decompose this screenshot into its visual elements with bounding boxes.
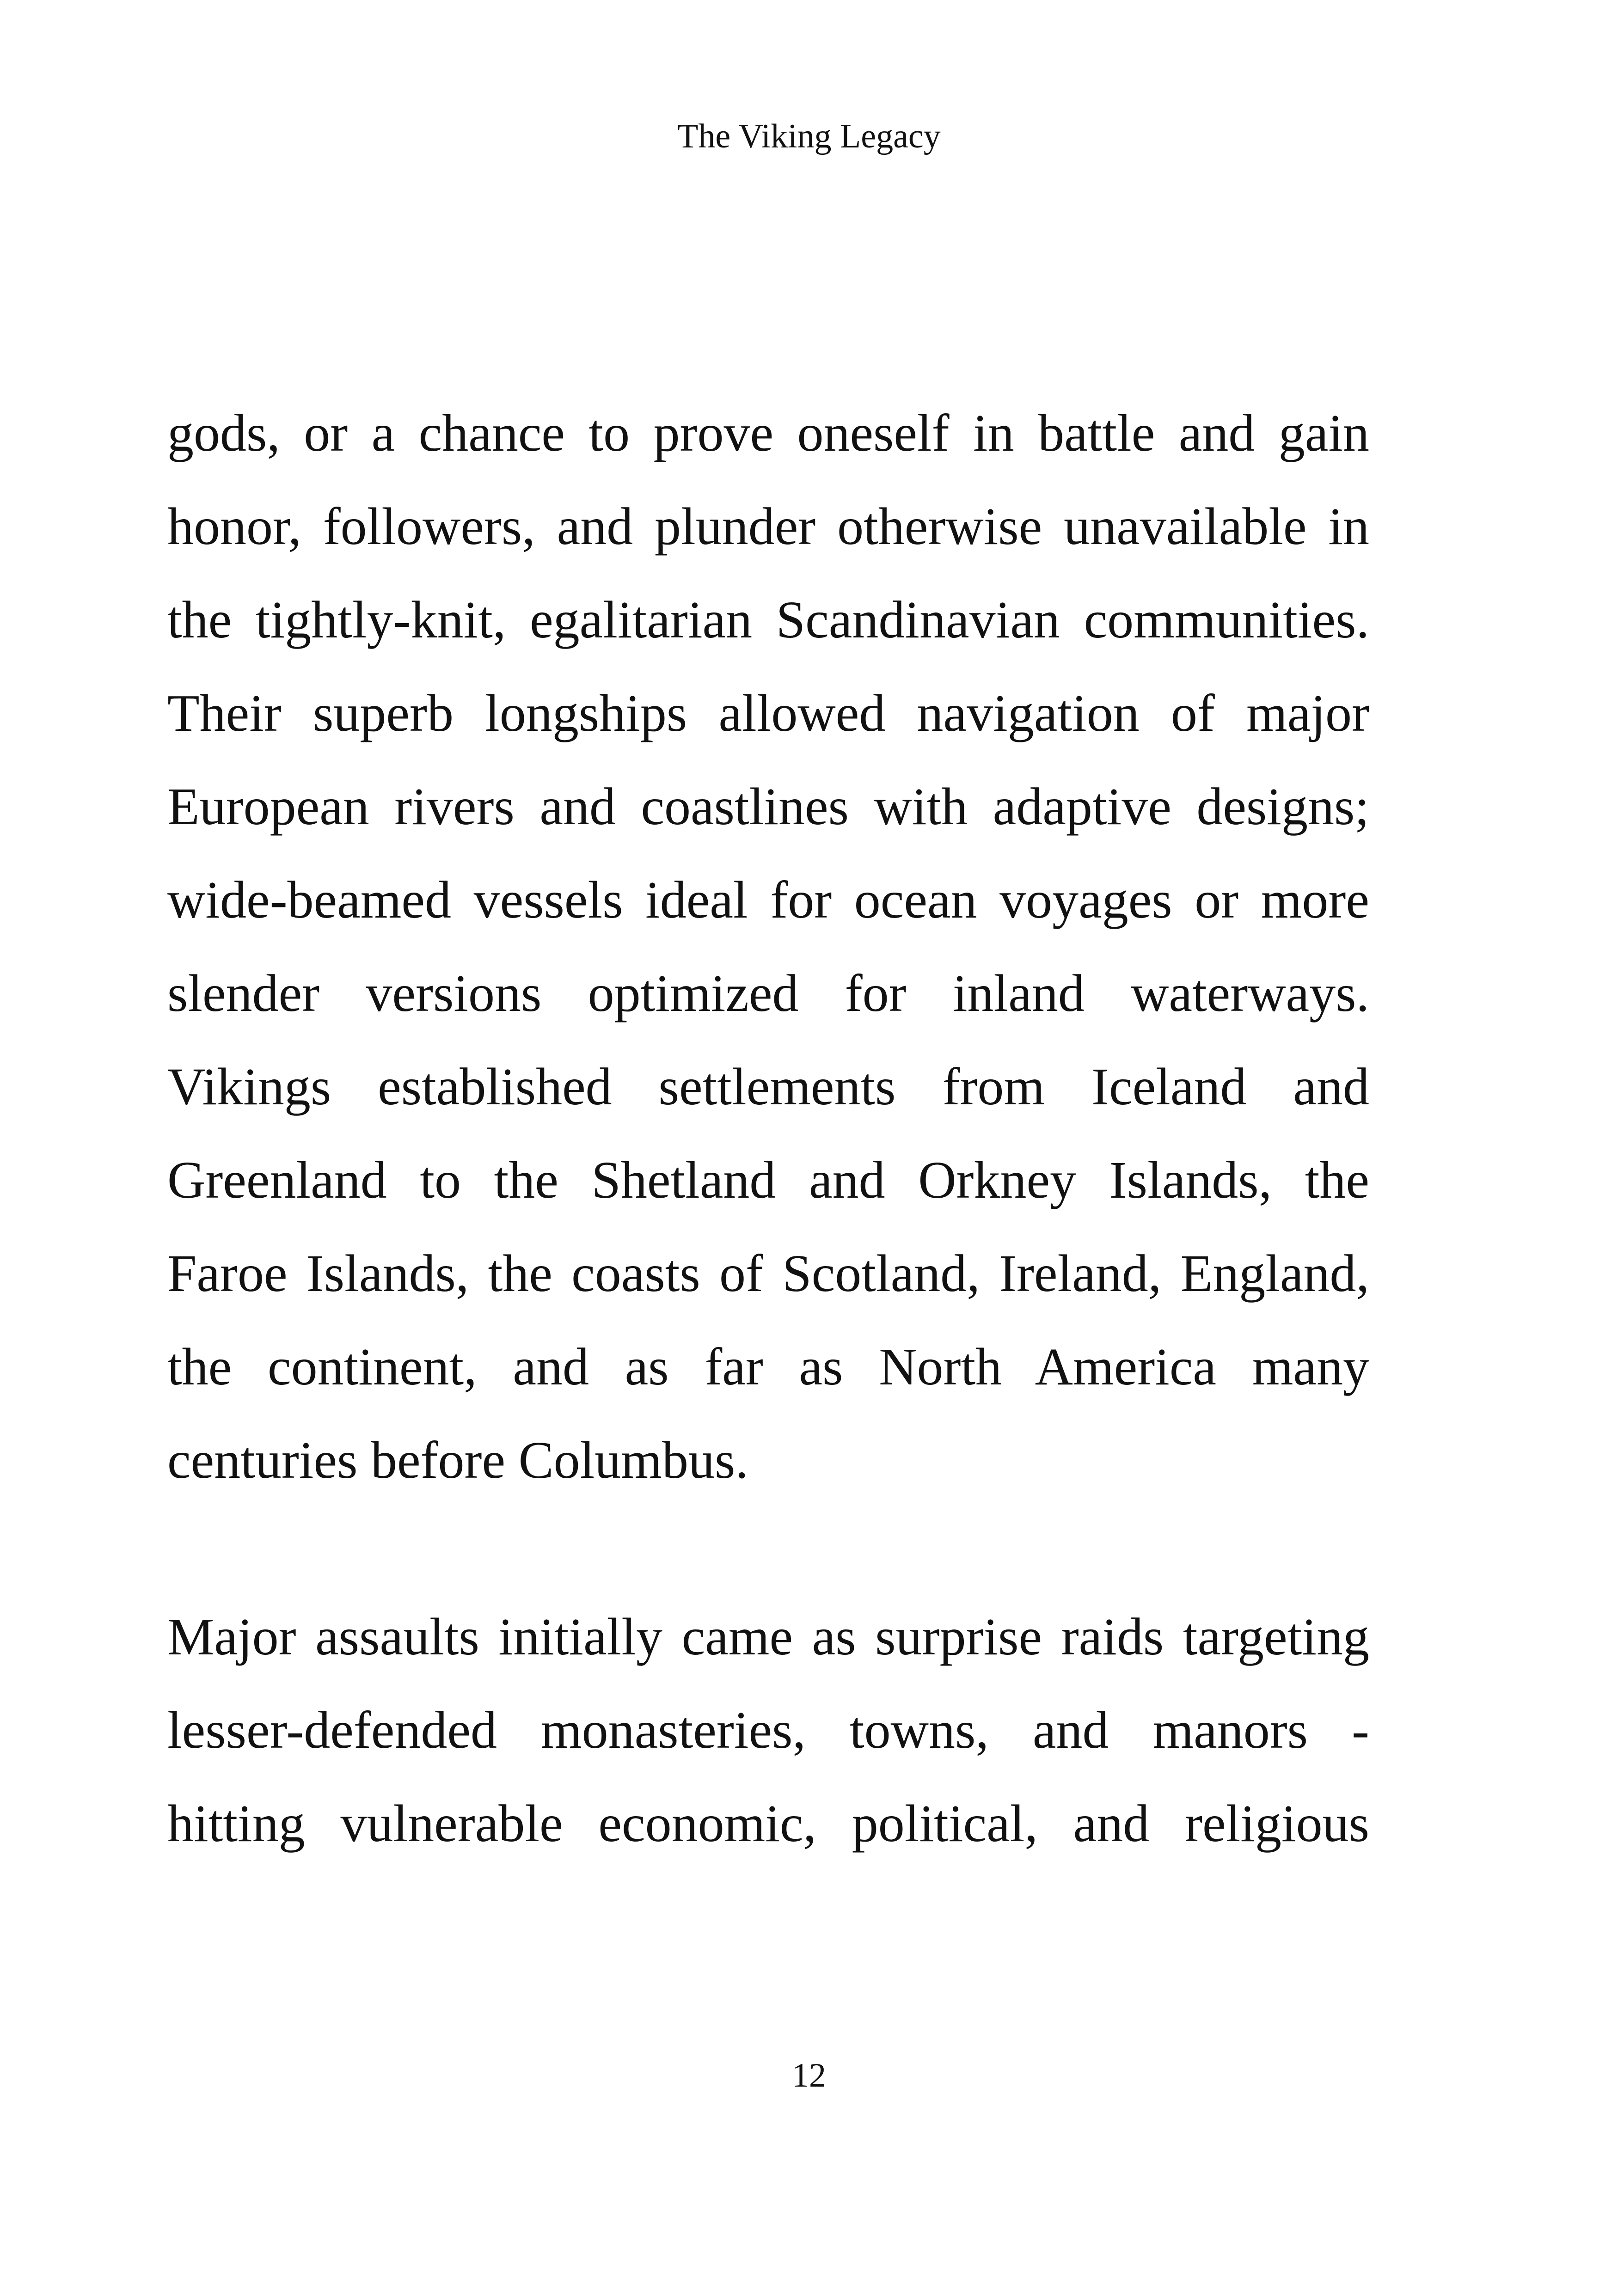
text-line: centuries before Columbus. <box>167 1431 748 1489</box>
text-line: slender versions optimized for inland waterways. <box>167 964 1369 1022</box>
paragraph-spacer <box>167 1507 1369 1590</box>
text-line: Their superb longships allowed navigation of major <box>167 684 1369 742</box>
paragraph <box>167 386 1369 1507</box>
running-header: The Viking Legacy <box>677 117 941 155</box>
text-line: the tightly-knit, egalitarian Scandinavian communities. <box>167 590 1369 649</box>
text-line: wide-beamed vessels ideal for ocean voyages or more <box>167 870 1369 929</box>
page-number: 12 <box>792 2057 826 2094</box>
text-line: hitting vulnerable economic, political, and religious <box>167 1794 1369 1853</box>
text-line: European rivers and coastlines with adaptive designs; <box>167 777 1369 836</box>
text-line: honor, followers, and plunder otherwise unavailable in <box>167 497 1369 556</box>
text-line: Faroe Islands, the coasts of Scotland, Ireland, England, <box>167 1244 1369 1303</box>
text-line: Greenland to the Shetland and Orkney Islands, the <box>167 1151 1369 1209</box>
page-body <box>167 386 1369 1870</box>
text-line: lesser-defended monasteries, towns, and manors - <box>167 1701 1369 1759</box>
paragraph <box>167 1590 1369 1870</box>
text-line: Vikings established settlements from Iceland and <box>167 1057 1369 1116</box>
text-line: the continent, and as far as North America many <box>167 1337 1369 1396</box>
text-line: Major assaults initially came as surprise raids targeting <box>167 1607 1369 1666</box>
text-line: gods, or a chance to prove oneself in battle and gain <box>167 404 1369 462</box>
